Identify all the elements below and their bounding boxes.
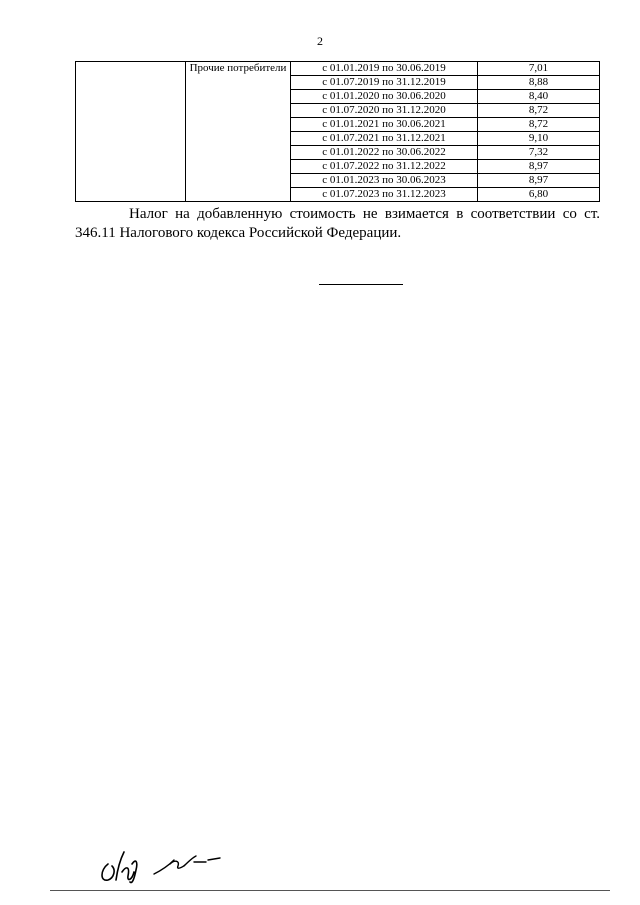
page-number: 2 <box>317 34 323 48</box>
period-cell: с 01.01.2022 по 30.06.2022 <box>291 146 478 160</box>
tariff-table-body <box>76 62 600 202</box>
empty-cell <box>76 62 186 202</box>
period-cell: с 01.01.2019 по 30.06.2019 <box>291 62 478 76</box>
vat-note: Налог на добавленную стоимость не взимается в соответствии со ст. 346.11 Налогового кодекса Российской Федерации. <box>75 206 600 241</box>
bottom-rule <box>50 890 610 891</box>
period-cell: с 01.07.2019 по 31.12.2019 <box>291 76 478 90</box>
table-row <box>76 62 600 76</box>
period-cell: с 01.07.2023 по 31.12.2023 <box>291 188 478 202</box>
tariff-value-cell: 6,80 <box>478 188 600 202</box>
tariff-value-cell: 7,01 <box>478 62 600 76</box>
tariff-value-cell: 8,72 <box>478 104 600 118</box>
period-cell: с 01.01.2023 по 30.06.2023 <box>291 174 478 188</box>
tariff-value-cell: 9,10 <box>478 132 600 146</box>
period-cell: с 01.01.2021 по 30.06.2021 <box>291 118 478 132</box>
period-cell: с 01.01.2020 по 30.06.2020 <box>291 90 478 104</box>
tariff-value-cell: 7,32 <box>478 146 600 160</box>
tariff-value-cell: 8,97 <box>478 174 600 188</box>
period-cell: с 01.07.2021 по 31.12.2021 <box>291 132 478 146</box>
tariff-table <box>75 61 600 202</box>
tariff-value-cell: 8,88 <box>478 76 600 90</box>
signature-initials <box>96 836 236 886</box>
end-of-document-line <box>319 284 403 285</box>
tariff-value-cell: 8,97 <box>478 160 600 174</box>
period-cell: с 01.07.2020 по 31.12.2020 <box>291 104 478 118</box>
tariff-value-cell: 8,72 <box>478 118 600 132</box>
consumer-category-cell: Прочие потребители <box>186 62 291 202</box>
tariff-value-cell: 8,40 <box>478 90 600 104</box>
period-cell: с 01.07.2022 по 31.12.2022 <box>291 160 478 174</box>
